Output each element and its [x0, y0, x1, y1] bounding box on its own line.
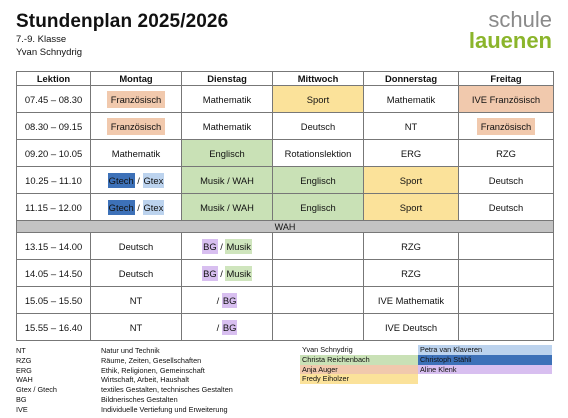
- lesson-label: Gtech: [108, 174, 134, 186]
- teacher-swatch: Yvan Schnydrig: [300, 345, 418, 355]
- lesson-label: BG: [203, 267, 217, 279]
- lesson-cell: Rotationslektion: [273, 140, 364, 167]
- lesson-cell: Deutsch: [91, 260, 182, 287]
- lesson-cell: [91, 86, 182, 113]
- lesson-cell: Englisch: [182, 140, 273, 167]
- lesson-cell: [459, 314, 554, 341]
- time-cell: 15.55 – 16.40: [17, 314, 91, 341]
- lesson-cell: Deutsch: [273, 113, 364, 140]
- lesson-cell: ERG: [364, 140, 459, 167]
- time-cell: 14.05 – 14.50: [17, 260, 91, 287]
- table-row: [17, 194, 554, 221]
- lesson-label: Französisch: [107, 91, 166, 108]
- table-row: [17, 260, 554, 287]
- time-cell: 10.25 – 11.10: [17, 167, 91, 194]
- lesson-cell: Musik / WAH: [182, 194, 273, 221]
- lesson-cell: Mathematik: [91, 140, 182, 167]
- legend-text: Ethik, Religionen, Gemeinschaft: [101, 365, 205, 375]
- lesson-cell: RZG: [459, 140, 554, 167]
- lesson-cell: Sport: [273, 86, 364, 113]
- lesson-separator: /: [216, 321, 222, 333]
- lesson-cell: Mathematik: [364, 86, 459, 113]
- teacher-swatch: Fredy Eiholzer: [300, 374, 418, 384]
- legend-text: Natur und Technik: [101, 346, 160, 355]
- lesson-cell: [273, 314, 364, 341]
- class-label: 7.-9. Klasse: [16, 34, 67, 45]
- lesson-cell: Mathematik: [182, 113, 273, 140]
- lesson-label: Französisch: [477, 118, 536, 135]
- lesson-cell: NT: [91, 287, 182, 314]
- teacher-legend-right: [418, 345, 552, 374]
- lesson-cell: [182, 260, 273, 287]
- lesson-cell: Englisch: [273, 167, 364, 194]
- lesson-cell: Sport: [364, 167, 459, 194]
- table-row: [17, 314, 554, 341]
- legend-abbr: BG: [16, 394, 27, 404]
- lesson-cell: [459, 233, 554, 260]
- logo-line1: schule: [488, 7, 552, 32]
- lesson-label: BG: [222, 321, 237, 333]
- header-lektion: Lektion: [17, 72, 91, 86]
- header-mittwoch: Mittwoch: [273, 72, 364, 86]
- table-row: [17, 167, 554, 194]
- legend-abbr: ERG: [16, 365, 32, 375]
- legend-text: Individuelle Vertiefung und Erweiterung: [101, 404, 228, 414]
- lesson-cell: Sport: [364, 194, 459, 221]
- lesson-cell: [182, 287, 273, 314]
- lesson-cell: [459, 287, 554, 314]
- lesson-cell: [182, 233, 273, 260]
- lesson-separator: /: [217, 240, 226, 252]
- legend-abbr: WAH: [16, 375, 33, 385]
- lesson-label: Musik: [226, 240, 251, 252]
- time-cell: 11.15 – 12.00: [17, 194, 91, 221]
- lesson-cell: RZG: [364, 233, 459, 260]
- table-row: [17, 86, 554, 113]
- table-row: [17, 140, 554, 167]
- lesson-cell: [91, 113, 182, 140]
- header-montag: Montag: [91, 72, 182, 86]
- lesson-cell: [91, 167, 182, 194]
- lesson-separator: /: [217, 267, 226, 279]
- lesson-separator: /: [134, 174, 143, 186]
- legend-text: textiles Gestalten, technisches Gestalten: [101, 385, 233, 395]
- legend-abbreviations: [16, 346, 57, 415]
- lesson-cell: [459, 260, 554, 287]
- table-row: [17, 287, 554, 314]
- header-row: [17, 72, 554, 86]
- lesson-cell: IVE Französisch: [459, 86, 554, 113]
- lesson-cell: [459, 113, 554, 140]
- lesson-cell: Deutsch: [91, 233, 182, 260]
- header-dienstag: Dienstag: [182, 72, 273, 86]
- lesson-cell: [182, 314, 273, 341]
- teacher-legend-left: [300, 345, 418, 384]
- lesson-cell: [273, 260, 364, 287]
- lesson-cell: Musik / WAH: [182, 167, 273, 194]
- legend-text: Räume, Zeiten, Gesellschaften: [101, 355, 202, 365]
- timetable: [16, 71, 554, 341]
- table-row: [17, 113, 554, 140]
- lesson-cell: IVE Mathematik: [364, 287, 459, 314]
- lesson-label: BG: [222, 294, 237, 306]
- lesson-label: Musik: [226, 267, 251, 279]
- table-row: [17, 233, 554, 260]
- lesson-label: Gtex: [143, 201, 164, 213]
- legend-abbr: NT: [16, 346, 26, 355]
- time-cell: 15.05 – 15.50: [17, 287, 91, 314]
- lesson-label: Gtech: [108, 201, 134, 213]
- lunch-label: WAH: [17, 221, 554, 233]
- lesson-cell: NT: [364, 113, 459, 140]
- lesson-label: Gtex: [143, 174, 164, 186]
- legend-descriptions: [101, 346, 233, 415]
- lesson-label: BG: [203, 240, 217, 252]
- lesson-label: Französisch: [107, 118, 166, 135]
- lesson-cell: Mathematik: [182, 86, 273, 113]
- lesson-cell: IVE Deutsch: [364, 314, 459, 341]
- lesson-cell: Englisch: [273, 194, 364, 221]
- lesson-cell: [273, 233, 364, 260]
- legend-text: Bildnerisches Gestalten: [101, 394, 178, 404]
- page-title: Stundenplan 2025/2026: [16, 11, 229, 32]
- legend-text: Wirtschaft, Arbeit, Haushalt: [101, 375, 190, 385]
- school-logo: [468, 7, 552, 53]
- header-donnerstag: Donnerstag: [364, 72, 459, 86]
- legend-abbr: IVE: [16, 404, 28, 414]
- teacher-swatch: Aline Klenk: [418, 365, 552, 375]
- lesson-separator: /: [216, 294, 222, 306]
- time-cell: 08.30 – 09.15: [17, 113, 91, 140]
- time-cell: 09.20 – 10.05: [17, 140, 91, 167]
- lesson-cell: NT: [91, 314, 182, 341]
- lesson-cell: RZG: [364, 260, 459, 287]
- lesson-cell: Deutsch: [459, 194, 554, 221]
- legend-abbr: Gtex / Gtech: [16, 385, 57, 395]
- header-freitag: Freitag: [459, 72, 554, 86]
- teacher-swatch: Christoph Stähli: [418, 355, 552, 365]
- lesson-cell: [273, 287, 364, 314]
- time-cell: 07.45 – 08.30: [17, 86, 91, 113]
- teacher-name: Yvan Schnydrig: [16, 47, 83, 58]
- time-cell: 13.15 – 14.00: [17, 233, 91, 260]
- lesson-cell: [91, 194, 182, 221]
- legend-abbr: RZG: [16, 355, 32, 365]
- teacher-swatch: Petra van Klaveren: [418, 345, 552, 355]
- logo-line2: lauenen: [468, 27, 552, 53]
- lesson-separator: /: [134, 201, 143, 213]
- lunch-row: [17, 221, 554, 233]
- teacher-swatch: Anja Auger: [300, 365, 418, 375]
- teacher-swatch: Christa Reichenbach: [300, 355, 418, 365]
- lesson-cell: Deutsch: [459, 167, 554, 194]
